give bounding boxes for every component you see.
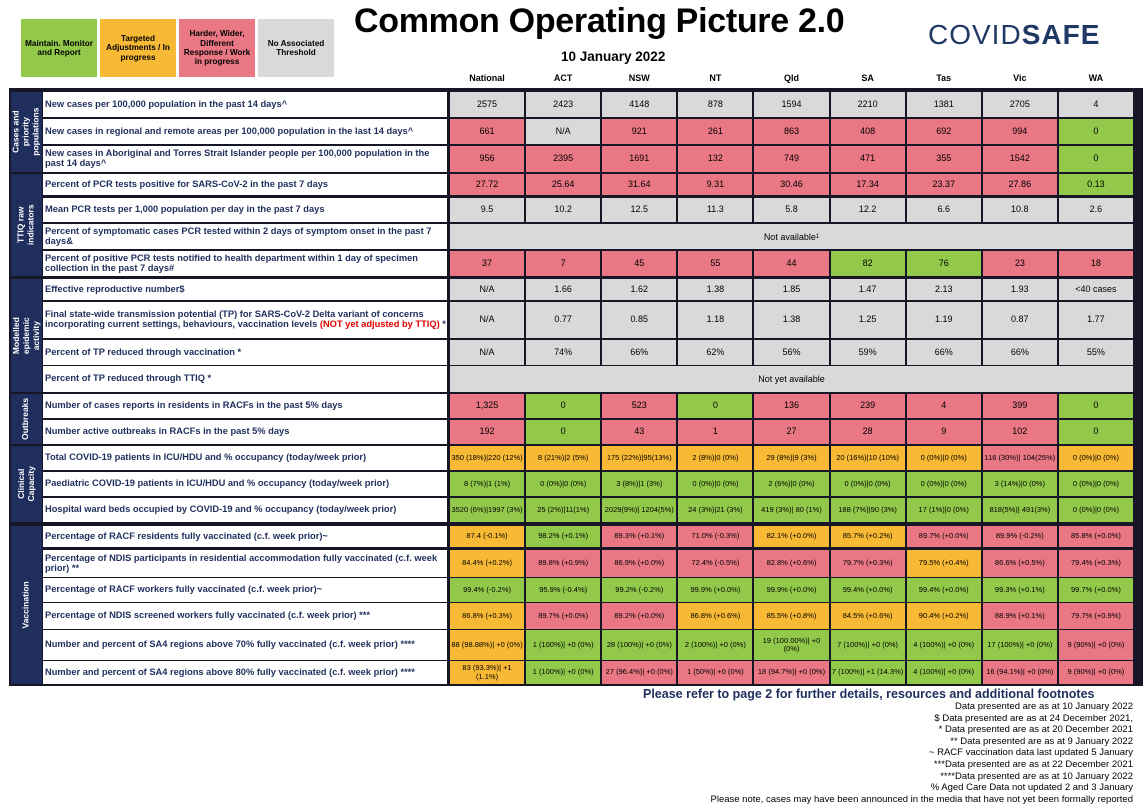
- data-cell-vic: 89.9% (-0.2%): [983, 526, 1057, 547]
- data-cell-tas: 1.19: [907, 302, 981, 338]
- data-cell-nt: 11.3: [678, 198, 752, 222]
- data-cell-wa: 18: [1059, 251, 1133, 276]
- data-cell-act: 10.2: [526, 198, 600, 222]
- data-cell-sa: 239: [831, 394, 905, 418]
- data-cell-act: 1 (100%)| +0 (0%): [526, 661, 600, 684]
- indicator-label-text: Percent of TP reduced through vaccination *: [45, 346, 242, 357]
- data-cell-qld: 1.38: [754, 302, 828, 338]
- data-cell-wa: 0.13: [1059, 174, 1133, 195]
- data-cell-nsw: 0.85: [602, 302, 676, 338]
- data-cell-national: 8 (7%)|1 (1%): [450, 472, 524, 496]
- data-cell-national: 1,325: [450, 394, 524, 418]
- data-cell-vic: 399: [983, 394, 1057, 418]
- data-cell-qld: 44: [754, 251, 828, 276]
- data-cell-wa: 85.8% (+0.0%): [1059, 526, 1133, 547]
- data-cell-vic: 27.86: [983, 174, 1057, 195]
- data-cell-national: 2575: [450, 92, 524, 117]
- data-cell-qld: 749: [754, 146, 828, 172]
- data-cell-qld: 82.1% (+0.0%): [754, 526, 828, 547]
- indicator-label-text: Number of cases reports in residents in RACFs in the past 5% days: [45, 400, 343, 411]
- data-cell-wa: 2.6: [1059, 198, 1133, 222]
- data-cell-national: 661: [450, 119, 524, 144]
- data-cell-sa: 82: [831, 251, 905, 276]
- data-cell-nt: 261: [678, 119, 752, 144]
- footnote: % Aged Care Data not updated 2 and 3 January: [930, 782, 1133, 794]
- indicator-label: [43, 174, 447, 195]
- data-cell-tas: 99.4% (+0.0%): [907, 578, 981, 602]
- data-cell-vic: 1542: [983, 146, 1057, 172]
- footnote: $ Data presented are as at 24 December 2021,: [934, 712, 1133, 724]
- data-cell-qld: 29 (8%)|9 (3%): [754, 446, 828, 470]
- footnote: ~ RACF vaccination data last updated 5 January: [928, 747, 1133, 759]
- data-cell-nsw: 27 (96.4%)| +0 (0%): [602, 661, 676, 684]
- data-cell-wa: 0 (0%)|0 (0%): [1059, 498, 1133, 522]
- column-header-tas: Tas: [936, 73, 952, 83]
- indicator-label: [43, 630, 447, 660]
- data-cell-tas: 1381: [907, 92, 981, 117]
- footnote: ** Data presented are as at 9 January 2022: [950, 735, 1133, 747]
- data-cell-vic: 16 (94.1%)| +0 (0%): [983, 661, 1057, 684]
- data-cell-tas: 9: [907, 420, 981, 444]
- footnote: Data presented are as at 10 January 2022: [955, 701, 1133, 712]
- data-cell-nt: 72.4% (-0.5%): [678, 550, 752, 577]
- data-cell-nt: 132: [678, 146, 752, 172]
- data-cell-qld: 863: [754, 119, 828, 144]
- data-cell-tas: 4 (100%)| +0 (0%): [907, 661, 981, 684]
- group-label-text: Cases and priority populations: [11, 107, 41, 157]
- indicator-label-text: New cases per 100,000 population in the past 14 days^: [45, 98, 288, 109]
- data-cell-nt: 878: [678, 92, 752, 117]
- refer-note: Please refer to page 2 for further details, resources and additional footnotes: [643, 687, 1095, 701]
- data-cell-tas: 4 (100%)| +0 (0%): [907, 630, 981, 660]
- data-cell-nsw: 86.9% (+0.0%): [602, 550, 676, 577]
- data-cell-act: 1.66: [526, 279, 600, 300]
- data-cell-qld: 136: [754, 394, 828, 418]
- data-cell-wa: 0: [1059, 394, 1133, 418]
- group-label: [11, 526, 42, 684]
- data-cell-tas: 76: [907, 251, 981, 276]
- data-cell-nt: 55: [678, 251, 752, 276]
- data-cell-national: 99.4% (-0.2%): [450, 578, 524, 602]
- indicator-label-text: Mean PCR tests per 1,000 population per day in the past 7 days: [45, 204, 325, 215]
- indicator-label: [43, 661, 447, 684]
- data-cell-tas: 79.5% (+0.4%): [907, 550, 981, 577]
- data-cell-national: N/A: [450, 340, 524, 365]
- data-cell-tas: 17 (1%)|0 (0%): [907, 498, 981, 522]
- column-header-vic: Vic: [1013, 73, 1027, 83]
- data-cell-wa: <40 cases: [1059, 279, 1133, 300]
- data-cell-act: 8 (21%)|2 (5%): [526, 446, 600, 470]
- data-cell-vic: 23: [983, 251, 1057, 276]
- data-cell-vic: 116 (30%)| 104(25%): [983, 446, 1057, 470]
- data-cell-sa: 2210: [831, 92, 905, 117]
- data-cell-qld: 99.9% (+0.0%): [754, 578, 828, 602]
- data-cell-sa: 79.7% (+0.3%): [831, 550, 905, 577]
- data-cell-nt: 1: [678, 420, 752, 444]
- indicator-label-text: Number active outbreaks in RACFs in the past 5% days: [45, 426, 290, 437]
- data-cell-wa: 0 (0%)|0 (0%): [1059, 472, 1133, 496]
- indicator-label-text: Percent of PCR tests positive for SARS-CoV-2 in the past 7 days: [45, 178, 329, 189]
- indicator-label-note: (NOT yet adjusted by TTIQ): [319, 319, 440, 329]
- data-cell-nsw: 1.62: [602, 279, 676, 300]
- data-cell-qld: 82.8% (+0.6%): [754, 550, 828, 577]
- data-cell-sa: 7 (100%)| +0 (0%): [831, 630, 905, 660]
- data-cell-vic: 994: [983, 119, 1057, 144]
- indicator-label: [43, 92, 447, 117]
- indicator-label: [43, 302, 447, 338]
- indicator-label: [43, 420, 447, 444]
- data-cell-wa: 4: [1059, 92, 1133, 117]
- data-cell-national: 9.5: [450, 198, 524, 222]
- data-cell-sa: 7 (100%)| +1 (14.3%): [831, 661, 905, 684]
- indicator-label: [43, 472, 447, 496]
- data-cell-tas: 0 (0%)|0 (0%): [907, 446, 981, 470]
- data-cell-national: N/A: [450, 279, 524, 300]
- indicator-label: [43, 340, 447, 365]
- group-label: [11, 174, 42, 276]
- data-cell-nsw: 175 (22%)|95(13%): [602, 446, 676, 470]
- data-cell-nsw: 4148: [602, 92, 676, 117]
- data-cell-sa: 17.34: [831, 174, 905, 195]
- group-label-text: TTIQ raw indicators: [15, 204, 36, 246]
- data-cell-nsw: 3 (8%)|1 (3%): [602, 472, 676, 496]
- data-cell-tas: 89.7% (+0.0%): [907, 526, 981, 547]
- data-cell-act: 25 (2%)|11(1%): [526, 498, 600, 522]
- data-cell-nsw: 28 (100%)| +0 (0%): [602, 630, 676, 660]
- data-cell-national: N/A: [450, 302, 524, 338]
- data-cell-nsw: 31.64: [602, 174, 676, 195]
- data-cell-qld: 85.5% (+0.8%): [754, 603, 828, 629]
- indicator-label: [43, 198, 447, 222]
- data-cell-vic: 66%: [983, 340, 1057, 365]
- data-cell-tas: 2.13: [907, 279, 981, 300]
- data-cell-wa: 0 (0%)|0 (0%): [1059, 446, 1133, 470]
- indicator-label-text: Final state-wide transmission potential (TP) for SARS-CoV-2 Delta variant of concerns incorporating current settings, behaviours, vaccination levels (NOT yet adjusted by TTIQ) *: [45, 309, 446, 329]
- indicator-label-text: Percentage of NDIS screened workers fully vaccinated (c.f. week prior) ***: [45, 610, 370, 621]
- data-cell-wa: 1.77: [1059, 302, 1133, 338]
- data-cell-national: 84.4% (+0.2%): [450, 550, 524, 577]
- data-cell-sa: 84.5% (+0.6%): [831, 603, 905, 629]
- legend-maintain: Maintain. Monitor and Report: [21, 19, 97, 77]
- data-cell-wa: 0: [1059, 119, 1133, 144]
- footnote: ***Data presented are as at 22 December 2021: [933, 759, 1133, 770]
- indicator-label-text: Percent of positive PCR tests notified to health department within 1 day of specimen collection in the past 7 days#: [45, 252, 418, 273]
- footnote: * Data presented are as at 20 December 2021: [938, 724, 1133, 736]
- indicator-label-text: Hospital ward beds occupied by COVID-19 and % occupancy (today/week prior): [45, 504, 397, 515]
- data-cell-qld: 56%: [754, 340, 828, 365]
- indicator-label: [43, 578, 447, 602]
- data-cell-nt: 1.38: [678, 279, 752, 300]
- indicator-label-text: Paediatric COVID-19 patients in ICU/HDU and % occupancy (today/week prior): [45, 478, 390, 489]
- data-cell-nt: 0: [678, 394, 752, 418]
- indicator-label-text: New cases in Aboriginal and Torres Strait Islander people per 100,000 population in the past 14 days^: [45, 148, 430, 168]
- data-cell-vic: 86.6% (+0.5%): [983, 550, 1057, 577]
- data-cell-nsw: 99.2% (-0.2%): [602, 578, 676, 602]
- data-cell-act: 0: [526, 394, 600, 418]
- data-cell-nsw: 921: [602, 119, 676, 144]
- data-cell-qld: 19 (100.00%)| +0 (0%): [754, 630, 828, 660]
- data-cell-national: 86.8% (+0.3%): [450, 603, 524, 629]
- legend-no-threshold: No Associated Threshold: [258, 19, 334, 77]
- indicator-label: [43, 394, 447, 418]
- data-cell-act: 95.9% (-0.4%): [526, 578, 600, 602]
- indicator-label-text: New cases in regional and remote areas per 100,000 population in the last 14 days^: [45, 125, 414, 136]
- data-cell-nt: 1 (50%)| +0 (0%): [678, 661, 752, 684]
- data-cell-act: 0: [526, 420, 600, 444]
- data-cell-nsw: 2029(9%)| 1204(5%): [602, 498, 676, 522]
- report-date: 10 January 2022: [561, 49, 666, 64]
- data-cell-sa: 59%: [831, 340, 905, 365]
- legend-harder: Harder, Wider, Different Response / Work in progress: [179, 19, 255, 77]
- indicator-label: [43, 526, 447, 547]
- data-cell-vic: 17 (100%)| +0 (0%): [983, 630, 1057, 660]
- data-cell-vic: 102: [983, 420, 1057, 444]
- data-cell-nsw: 523: [602, 394, 676, 418]
- indicator-label-text: Percentage of RACF workers fully vaccinated (c.f. week prior)~: [45, 584, 323, 595]
- merged-cell: Not yet available: [450, 366, 1133, 392]
- column-header-act: ACT: [553, 73, 573, 83]
- indicator-label-text: Percent of symptomatic cases PCR tested within 2 days of symptom onset in the past 7 days&: [45, 225, 432, 246]
- data-cell-tas: 6.6: [907, 198, 981, 222]
- data-cell-vic: 0.87: [983, 302, 1057, 338]
- legend-targeted: Targeted Adjustments / In progress: [100, 19, 176, 77]
- data-cell-nt: 99.9% (+0.0%): [678, 578, 752, 602]
- data-cell-qld: 30.46: [754, 174, 828, 195]
- column-header-national: National: [469, 73, 505, 83]
- data-cell-wa: 0: [1059, 146, 1133, 172]
- data-cell-tas: 4: [907, 394, 981, 418]
- column-header-nsw: NSW: [628, 73, 650, 83]
- data-cell-act: 89.7% (+0.0%): [526, 603, 600, 629]
- data-cell-vic: 10.8: [983, 198, 1057, 222]
- covidsafe-logo: [928, 19, 1100, 51]
- data-cell-sa: 12.2: [831, 198, 905, 222]
- data-cell-vic: 88.9% (+0.1%): [983, 603, 1057, 629]
- data-cell-vic: 2705: [983, 92, 1057, 117]
- footnote-marker: 1: [815, 233, 820, 240]
- indicator-label: [43, 146, 447, 172]
- data-cell-wa: 99.7% (+0.0%): [1059, 578, 1133, 602]
- data-cell-act: 1 (100%)| +0 (0%): [526, 630, 600, 660]
- data-cell-qld: 2 (6%)|0 (0%): [754, 472, 828, 496]
- data-cell-nsw: 89.3% (+0.1%): [602, 526, 676, 547]
- data-cell-national: 956: [450, 146, 524, 172]
- data-cell-nt: 24 (3%)|21 (3%): [678, 498, 752, 522]
- data-cell-act: 0 (0%)|0 (0%): [526, 472, 600, 496]
- data-cell-qld: 27: [754, 420, 828, 444]
- column-header-qld: Qld: [783, 73, 799, 83]
- data-cell-national: 350 (18%)|220 (12%): [450, 446, 524, 470]
- data-cell-tas: 66%: [907, 340, 981, 365]
- data-cell-wa: 79.4% (+0.3%): [1059, 550, 1133, 577]
- group-label-text: Modelled epidemic activity: [11, 317, 41, 354]
- indicator-label: [43, 119, 447, 144]
- data-cell-qld: 1594: [754, 92, 828, 117]
- logo-part-1: COVID: [928, 19, 1022, 50]
- data-cell-sa: 1.25: [831, 302, 905, 338]
- indicator-label: [43, 279, 447, 300]
- logo-part-2: SAFE: [1021, 19, 1101, 50]
- group-label-text: Outbreaks: [20, 397, 31, 441]
- data-cell-national: 3520 (6%)|1997 (3%): [450, 498, 524, 522]
- data-cell-sa: 99.4% (+0.0%): [831, 578, 905, 602]
- data-cell-act: 2423: [526, 92, 600, 117]
- data-cell-qld: 5.8: [754, 198, 828, 222]
- data-cell-sa: 408: [831, 119, 905, 144]
- data-cell-vic: 1.93: [983, 279, 1057, 300]
- indicator-label-text: Number and percent of SA4 regions above 70% fully vaccinated (c.f. week prior) ****: [45, 639, 415, 650]
- indicator-label-text: Effective reproductive number$: [45, 283, 185, 294]
- data-cell-vic: 3 (14%)|0 (0%): [983, 472, 1057, 496]
- data-cell-vic: 99.3% (+0.1%): [983, 578, 1057, 602]
- data-cell-qld: 419 (3%)| 80 (1%): [754, 498, 828, 522]
- merged-cell: Not available 1: [450, 224, 1133, 249]
- data-cell-act: 74%: [526, 340, 600, 365]
- page-title: Common Operating Picture 2.0: [354, 2, 845, 40]
- group-label: [11, 279, 42, 392]
- data-cell-nt: 9.31: [678, 174, 752, 195]
- data-cell-nsw: 66%: [602, 340, 676, 365]
- data-cell-qld: 1.85: [754, 279, 828, 300]
- data-cell-nsw: 1691: [602, 146, 676, 172]
- indicator-label: [43, 446, 447, 470]
- data-cell-national: 87.4 (-0.1%): [450, 526, 524, 547]
- legend: [21, 19, 334, 77]
- group-label: [11, 92, 42, 172]
- group-label: [11, 394, 42, 444]
- data-cell-nt: 2 (8%)|0 (0%): [678, 446, 752, 470]
- data-cell-wa: 79.7% (+0.9%): [1059, 603, 1133, 629]
- data-cell-tas: 23.37: [907, 174, 981, 195]
- data-cell-act: 25.64: [526, 174, 600, 195]
- data-cell-qld: 18 (94.7%)| +0 (0%): [754, 661, 828, 684]
- column-header-sa: SA: [861, 73, 874, 83]
- data-cell-act: 98.2% (+0.1%): [526, 526, 600, 547]
- column-header-nt: NT: [709, 73, 722, 83]
- data-cell-nt: 86.8% (+0.6%): [678, 603, 752, 629]
- data-cell-act: 89.8% (+0.9%): [526, 550, 600, 577]
- data-cell-nsw: 45: [602, 251, 676, 276]
- data-cell-nsw: 43: [602, 420, 676, 444]
- data-cell-act: 7: [526, 251, 600, 276]
- data-cell-national: 27.72: [450, 174, 524, 195]
- indicator-label-text: Percent of TP reduced through TTIQ *: [45, 373, 212, 384]
- data-cell-tas: 90.4% (+0.2%): [907, 603, 981, 629]
- indicator-label: [43, 251, 447, 276]
- data-cell-sa: 188 (7%)|90 (3%): [831, 498, 905, 522]
- data-cell-nt: 1.18: [678, 302, 752, 338]
- data-cell-wa: 9 (90%)| +0 (0%): [1059, 630, 1133, 660]
- data-cell-national: 83 (93.3%)| +1 (1.1%): [450, 661, 524, 684]
- data-cell-wa: 0: [1059, 420, 1133, 444]
- data-cell-wa: 55%: [1059, 340, 1133, 365]
- indicator-label-text: Number and percent of SA4 regions above 80% fully vaccinated (c.f. week prior) ****: [45, 666, 415, 677]
- data-cell-national: 88 (98.88%)| +0 (0%): [450, 630, 524, 660]
- data-cell-vic: 818(5%)| 491(3%): [983, 498, 1057, 522]
- footnote: ****Data presented are as at 10 January 2022: [940, 770, 1133, 782]
- data-cell-nt: 0 (0%)|0 (0%): [678, 472, 752, 496]
- data-cell-act: N/A: [526, 119, 600, 144]
- group-label: [11, 446, 42, 522]
- indicator-label: [43, 224, 447, 249]
- data-cell-nt: 2 (100%)| +0 (0%): [678, 630, 752, 660]
- indicator-label-text: Total COVID-19 patients in ICU/HDU and % occupancy (today/week prior): [45, 452, 367, 463]
- data-cell-wa: 9 (90%)| +0 (0%): [1059, 661, 1133, 684]
- data-cell-act: 2395: [526, 146, 600, 172]
- data-cell-sa: 28: [831, 420, 905, 444]
- indicator-label-text: Percentage of RACF residents fully vaccinated (c.f. week prior)~: [45, 530, 328, 541]
- data-cell-sa: 85.7% (+0.2%): [831, 526, 905, 547]
- indicator-label: [43, 366, 447, 392]
- indicator-label: [43, 603, 447, 629]
- data-cell-nt: 71.0% (-0.3%): [678, 526, 752, 547]
- data-cell-act: 0.77: [526, 302, 600, 338]
- data-cell-sa: 20 (16%)|10 (10%): [831, 446, 905, 470]
- data-cell-sa: 471: [831, 146, 905, 172]
- data-cell-national: 37: [450, 251, 524, 276]
- data-cell-nt: 62%: [678, 340, 752, 365]
- indicator-label: [43, 498, 447, 522]
- data-cell-tas: 692: [907, 119, 981, 144]
- group-label-text: Clinical Capacity: [15, 466, 36, 502]
- indicator-label: [43, 550, 447, 577]
- data-cell-sa: 0 (0%)|0 (0%): [831, 472, 905, 496]
- indicator-label-text: Percentage of NDIS participants in residential accommodation fully vaccinated (c.f. week prior) **: [45, 552, 438, 573]
- column-header-wa: WA: [1088, 73, 1104, 83]
- group-label-text: Vaccination: [20, 581, 31, 629]
- data-cell-tas: 0 (0%)|0 (0%): [907, 472, 981, 496]
- data-cell-tas: 355: [907, 146, 981, 172]
- data-cell-nsw: 12.5: [602, 198, 676, 222]
- data-cell-sa: 1.47: [831, 279, 905, 300]
- data-cell-nsw: 89.2% (+0.0%): [602, 603, 676, 629]
- footnote: Please note, cases may have been announced in the media that have not yet been formally reported: [710, 793, 1133, 805]
- data-cell-national: 192: [450, 420, 524, 444]
